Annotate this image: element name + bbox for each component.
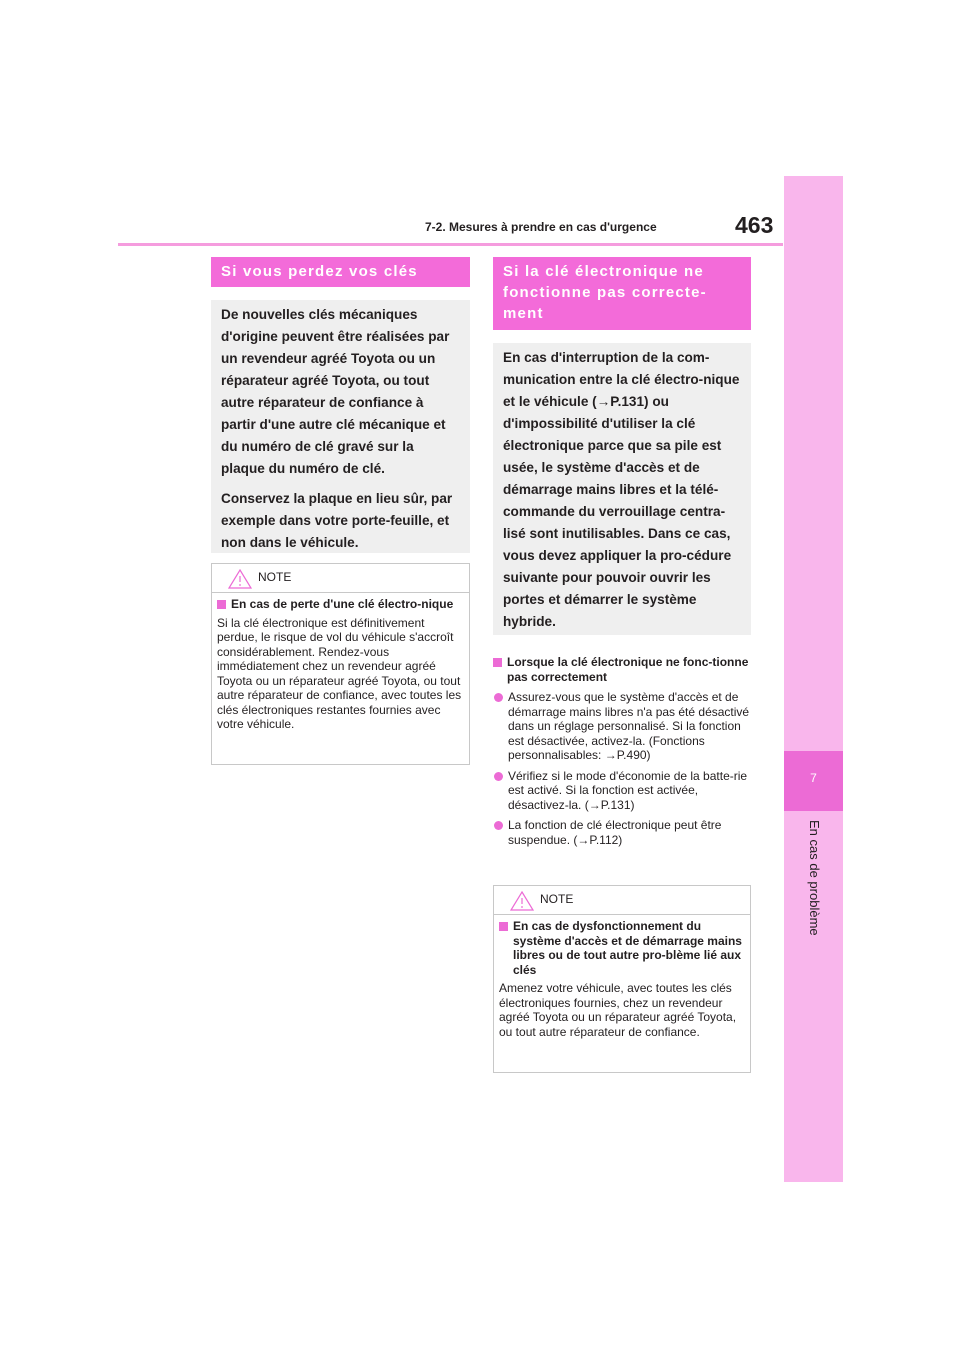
list-subheading — [493, 655, 751, 684]
note-header — [212, 564, 469, 593]
left-note-box — [211, 563, 470, 765]
note-header — [494, 886, 750, 915]
left-info-paragraph: Conservez la plaque en lieu sûr, par exemple dans votre porte-feuille, et non dans le véhicule. — [221, 491, 453, 550]
note-label: NOTE — [540, 892, 574, 906]
square-bullet-icon — [499, 922, 508, 931]
left-info-paragraph: De nouvelles clés mécaniques d'origine peuvent être réalisées par un revendeur agréé Toyota ou un réparateur agréé Toyota, ou tout autre réparateur de confiance à partir d'une autre clé mécanique et du numéro de clé gravé sur la plaque du numéro de clé. — [221, 307, 450, 476]
list-item — [493, 690, 751, 763]
left-section-heading: Si vous perdez vos clés — [211, 257, 470, 287]
page-number: 463 — [735, 212, 774, 238]
chapter-number: 7 — [810, 771, 817, 785]
left-info-box — [211, 300, 470, 553]
list-subheading-text: Lorsque la clé électronique ne fonc-tionne pas correctement — [507, 655, 749, 684]
section-title: 7-2. Mesures à prendre en cas d'urgence — [425, 220, 657, 234]
round-bullet-icon — [494, 821, 503, 830]
note-text: Si la clé électronique est définitivement perdue, le risque de vol du véhicule s'accroît considérablement. Rendez-vous immédiatement chez un revendeur agréé Toyota ou un réparateur agréé Toyota, ou tout autre réparateur de confiance, avec toutes les clés électroniques restantes fournies avec votre véhicule. — [217, 615, 462, 731]
list-item — [493, 818, 751, 847]
note-label: NOTE — [258, 570, 292, 584]
round-bullet-icon — [494, 772, 503, 781]
right-info-paragraph: En cas d'interruption de la com-munication entre la clé électro-nique et le véhicule (→P.131) ou d'impossibilité d'utiliser la clé électronique parce que sa pile est usée, le système d'accès et de démarrage mains libres et la télé-commande du verrouillage centra-lisé sont inutilisables. Dans ce cas, vous devez appliquer la pro-cédure suivante pour pouvoir ouvrir les portes et démarrer le système hybride. — [503, 350, 740, 629]
right-note-box — [493, 885, 751, 1073]
list-item — [493, 769, 751, 813]
list-item-text: La fonction de clé électronique peut être suspendue. (→P.112) — [508, 818, 722, 847]
right-info-box — [493, 343, 751, 635]
chapter-label — [800, 820, 828, 960]
note-body — [212, 593, 469, 732]
warning-triangle-icon — [510, 891, 534, 911]
square-bullet-icon — [493, 658, 502, 667]
chapter-side-tab — [784, 176, 843, 1182]
right-section-heading: Si la clé électronique ne fonctionne pas correcte-ment — [493, 257, 751, 330]
header-divider — [118, 243, 783, 246]
chapter-label-text: En cas de problème — [807, 820, 822, 936]
note-subheading — [499, 919, 745, 977]
note-subheading — [217, 597, 464, 612]
note-subheading-text: En cas de perte d'une clé électro-nique — [231, 597, 454, 611]
note-body — [494, 915, 750, 1039]
warning-triangle-icon — [228, 569, 252, 589]
troubleshooting-list — [493, 655, 751, 853]
list-item-text: Vérifiez si le mode d'économie de la batte-rie est activé. Si la fonction est activée, désactivez-la. (→P.131) — [508, 768, 748, 812]
round-bullet-icon — [494, 693, 503, 702]
note-subheading-text: En cas de dysfonctionnement du système d'accès et de démarrage mains libres ou de tout autre pro-blème lié aux clés — [513, 919, 742, 977]
list-item-text: Assurez-vous que le système d'accès et de démarrage mains libres n'a pas été désactivé dans un réglage personnalisé. Si la fonction est désactivée, activez-la. (Fonctions personnalisables: →P.490) — [508, 690, 750, 762]
square-bullet-icon — [217, 600, 226, 609]
note-text: Amenez votre véhicule, avec toutes les clés électroniques fournies, chez un revendeur agréé Toyota ou un réparateur agréé Toyota, ou tout autre réparateur de confiance. — [499, 981, 737, 1039]
